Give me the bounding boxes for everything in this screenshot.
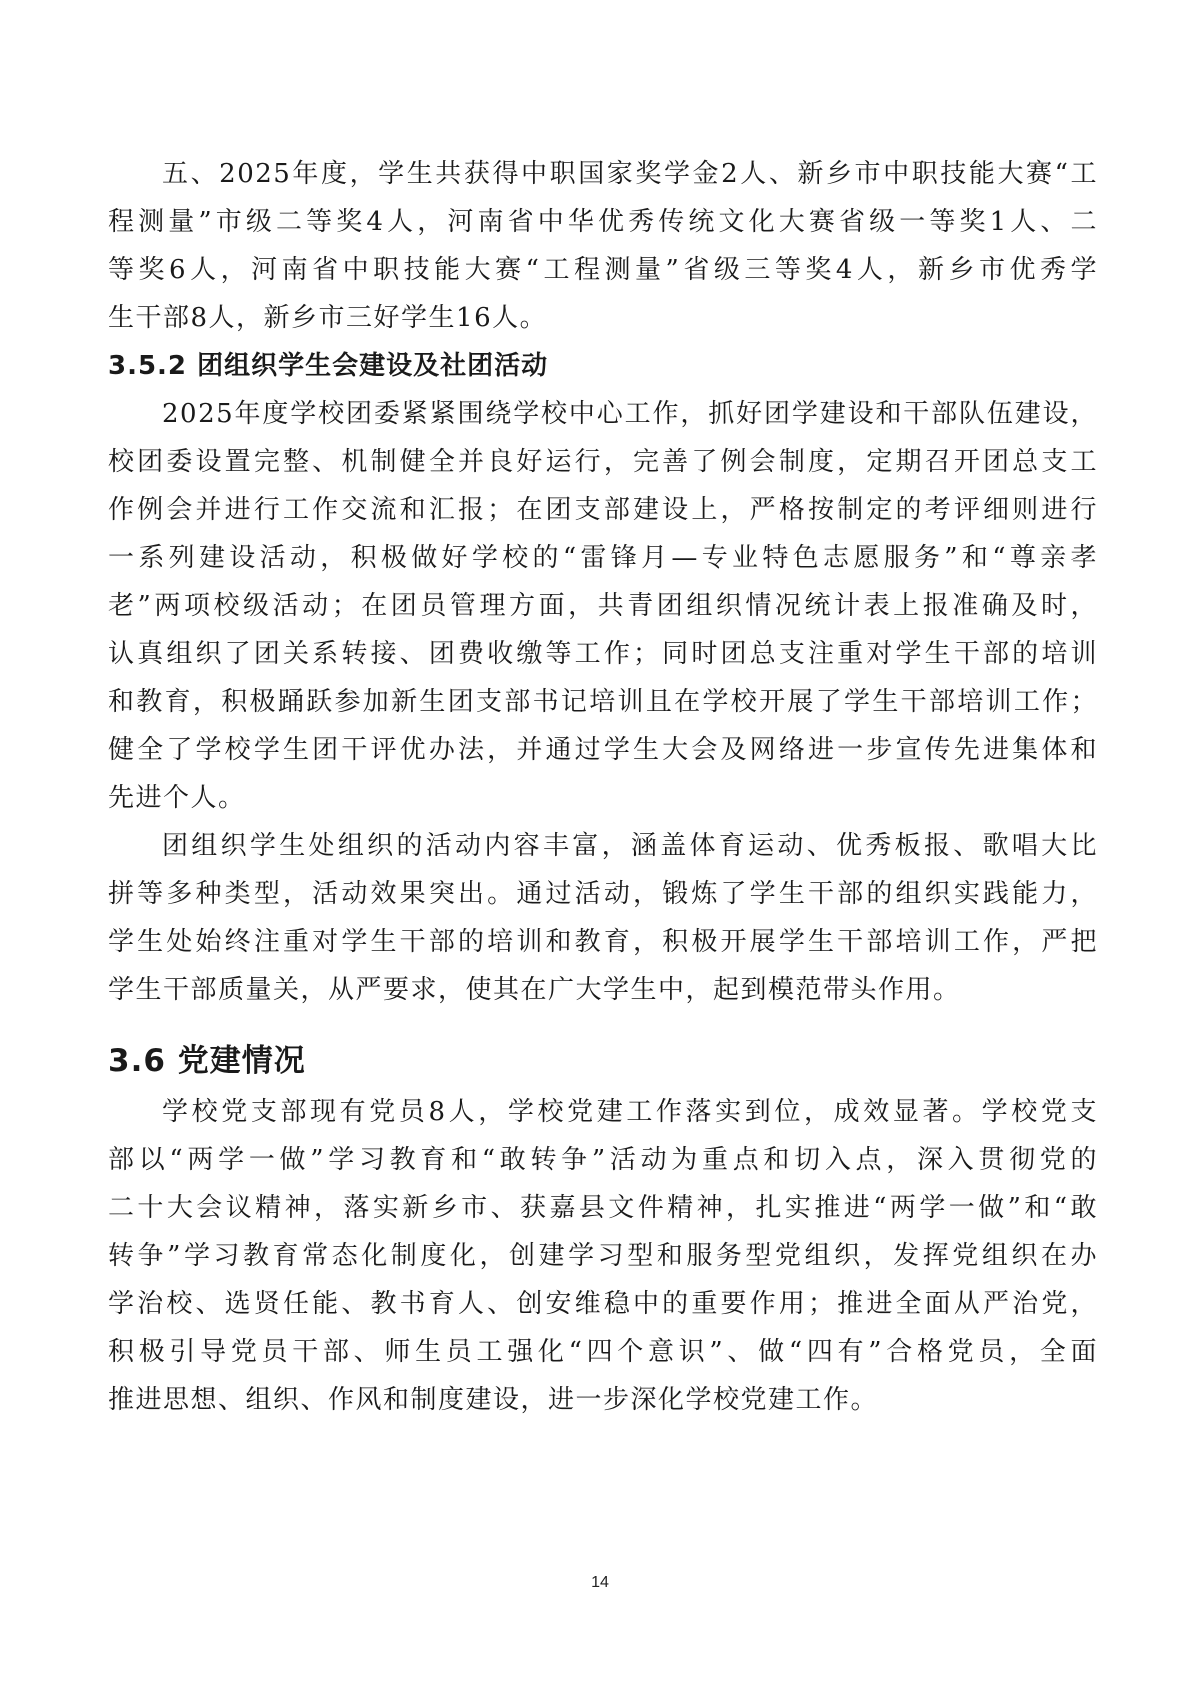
text-line: 健全了学校学生团干评优办法，并通过学生大会及网络进一步宣传先进集体和 [108, 735, 1098, 765]
text-line: 一系列建设活动，积极做好学校的“雷锋月—专业特色志愿服务”和“尊亲孝 [108, 543, 1098, 573]
text-line: 拼等多种类型，活动效果突出。通过活动，锻炼了学生干部的组织实践能力， [108, 879, 1098, 909]
text-line: 推进思想、组织、作风和制度建设，进一步深化学校党建工作。 [108, 1385, 879, 1415]
text-line: 2025年度学校团委紧紧围绕学校中心工作，抓好团学建设和干部队伍建设， [162, 399, 1098, 429]
text-line: 二十大会议精神，落实新乡市、获嘉县文件精神，扎实推进“两学一做”和“敢 [108, 1193, 1098, 1223]
text-line: 转争”学习教育常态化制度化，创建学习型和服务型党组织，发挥党组织在办 [108, 1241, 1098, 1271]
text-line: 老”两项校级活动；在团员管理方面，共青团组织情况统计表上报准确及时， [108, 591, 1098, 621]
text-line: 生干部8人，新乡市三好学生16人。 [108, 303, 548, 333]
party-paragraph [108, 1088, 1098, 1424]
text-line: 积极引导党员干部、师生员工强化“四个意识”、做“四有”合格党员，全面 [108, 1337, 1098, 1367]
text-line: 部以“两学一做”学习教育和“敢转争”活动为重点和切入点，深入贯彻党的 [108, 1145, 1098, 1175]
text-line: 程测量”市级二等奖4人，河南省中华优秀传统文化大赛省级一等奖1人、二 [108, 207, 1098, 237]
text-line: 作例会并进行工作交流和汇报；在团支部建设上，严格按制定的考评细则进行 [108, 495, 1098, 525]
league-paragraph-1 [108, 390, 1098, 822]
text-line: 学生干部质量关，从严要求，使其在广大学生中，起到模范带头作用。 [108, 975, 961, 1005]
league-paragraph-2 [108, 822, 1098, 1014]
text-line: 学生处始终注重对学生干部的培训和教育，积极开展学生干部培训工作，严把 [108, 927, 1098, 957]
text-line: 学校党支部现有党员8人，学校党建工作落实到位，成效显著。学校党支 [162, 1097, 1098, 1127]
text-line: 团组织学生处组织的活动内容丰富，涵盖体育运动、优秀板报、歌唱大比 [162, 831, 1098, 861]
text-line: 学治校、选贤任能、教书育人、创安维稳中的重要作用；推进全面从严治党， [108, 1289, 1098, 1319]
text-line: 校团委设置完整、机制健全并良好运行，完善了例会制度，定期召开团总支工 [108, 447, 1098, 477]
text-line: 五、2025年度，学生共获得中职国家奖学金2人、新乡市中职技能大赛“工 [162, 159, 1098, 189]
section-heading-3-6: 3.6 党建情况 [108, 1043, 306, 1079]
section-heading-3-5-2: 3.5.2 团组织学生会建设及社团活动 [108, 351, 549, 381]
text-line: 先进个人。 [108, 783, 246, 813]
page-number: 14 [591, 1574, 609, 1591]
text-line: 认真组织了团关系转接、团费收缴等工作；同时团总支注重对学生干部的培训 [108, 639, 1098, 669]
awards-paragraph [108, 150, 1098, 342]
text-line: 等奖6人，河南省中职技能大赛“工程测量”省级三等奖4人，新乡市优秀学 [108, 255, 1098, 285]
document-page [108, 150, 1098, 1424]
text-line: 和教育，积极踊跃参加新生团支部书记培训且在学校开展了学生干部培训工作； [108, 687, 1098, 717]
